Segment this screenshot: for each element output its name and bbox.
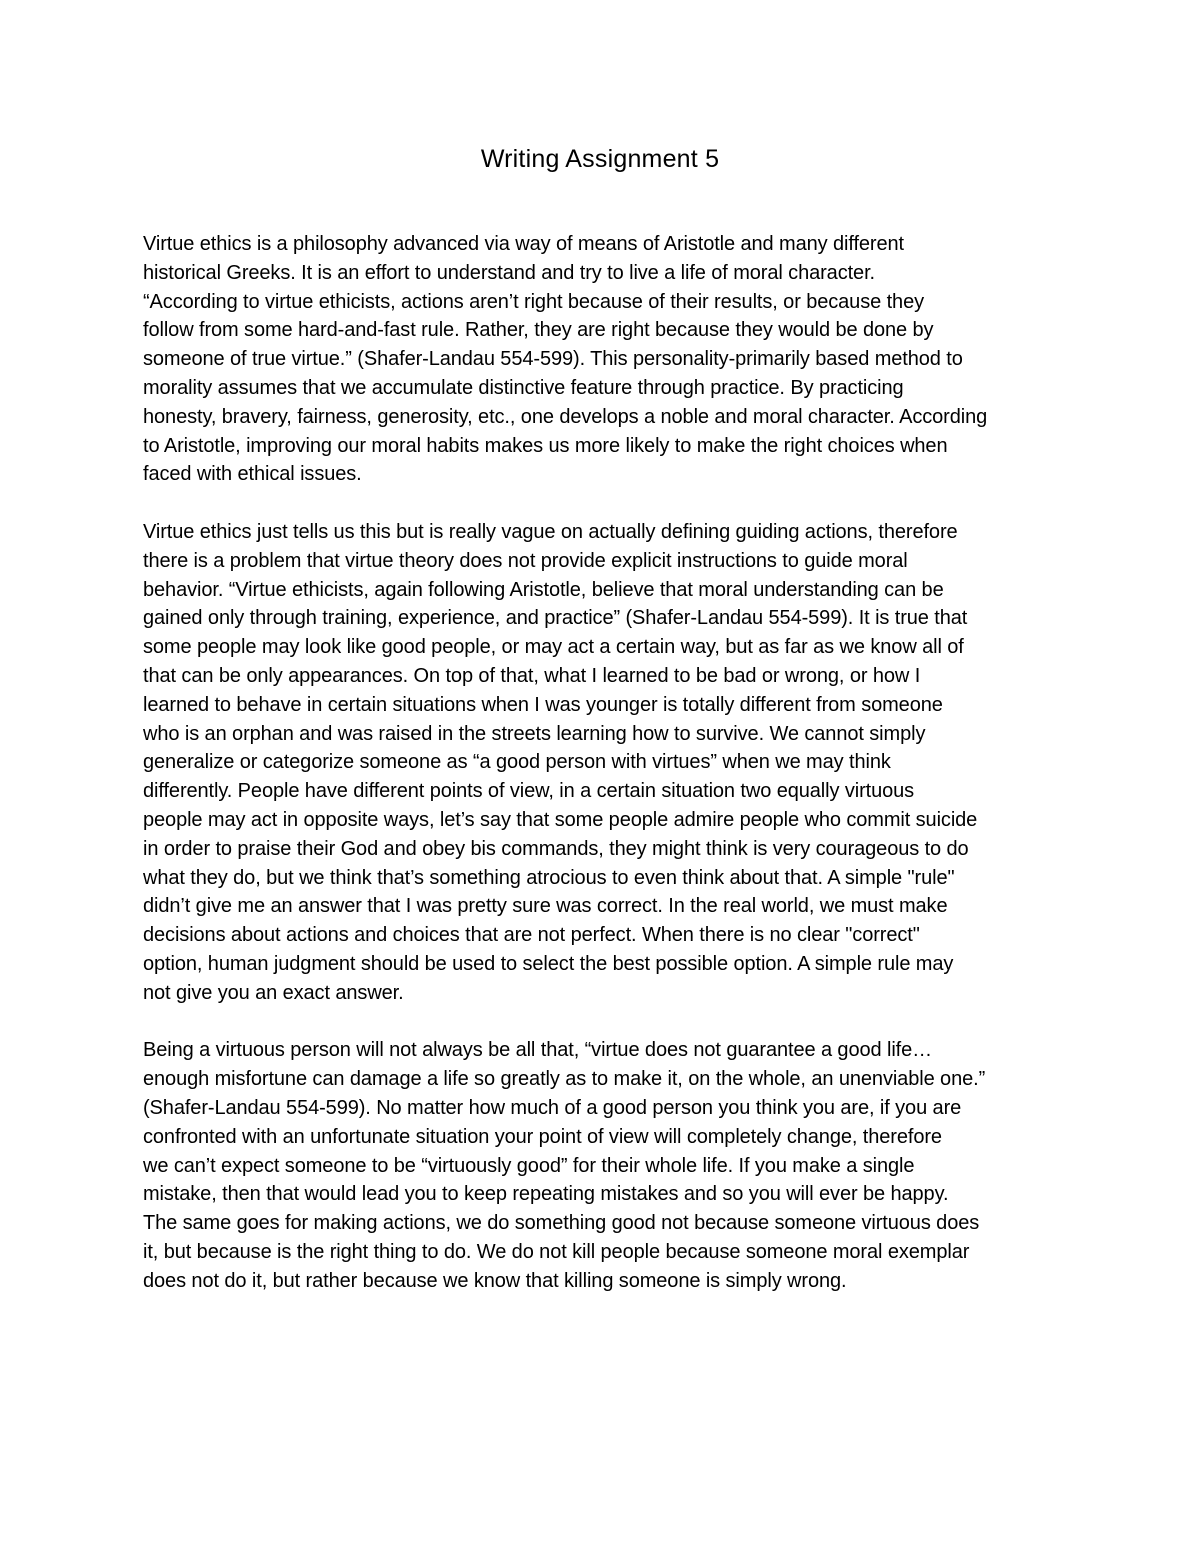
text-line: Virtue ethics is a philosophy advanced via way of means of Aristotle and many different (143, 233, 904, 255)
text-line: The same goes for making actions, we do something good not because someone virtuous does (143, 1212, 980, 1235)
text-line: not give you an exact answer. (143, 981, 404, 1004)
text-line: who is an orphan and was raised in the streets learning how to survive. We cannot simply (143, 722, 926, 745)
text-line: mistake, then that would lead you to keep repeating mistakes and so you will ever be happy. (143, 1183, 949, 1206)
text-line: (Shafer-Landau 554-599). No matter how much of a good person you think you are, if you are (143, 1096, 962, 1119)
text-line: morality assumes that we accumulate distinctive feature through practice. By practicing (143, 376, 904, 399)
text-line: someone of true virtue.” (Shafer-Landau 554-599). This personality-primarily based method to (143, 348, 963, 371)
text-line: “According to virtue ethicists, actions aren’t right because of their results, or because they (143, 290, 924, 313)
text-line: learned to behave in certain situations when I was younger is totally different from someone (143, 693, 943, 716)
text-line: does not do it, but rather because we know that killing someone is simply wrong. (143, 1269, 847, 1292)
text-line: didn’t give me an answer that I was pretty sure was correct. In the real world, we must make (143, 895, 948, 918)
text-line: gained only through training, experience, and practice” (Shafer-Landau 554-599). It is true that (143, 607, 968, 630)
text-line: some people may look like good people, or may act a certain way, but as far as we know all of (143, 636, 964, 659)
text-line: what they do, but we think that’s something atrocious to even think about that. A simple "rule" (143, 866, 955, 889)
text-line: differently. People have different points of view, in a certain situation two equally virtuous (143, 780, 915, 803)
text-line: decisions about actions and choices that are not perfect. When there is no clear "correct" (143, 924, 920, 947)
text-line: historical Greeks. It is an effort to understand and try to live a life of moral character. (143, 261, 875, 284)
text-line: Virtue ethics just tells us this but is really vague on actually defining guiding actions, therefore (143, 520, 958, 543)
text-line: enough misfortune can damage a life so greatly as to make it, on the whole, an unenviable one.” (143, 1068, 986, 1091)
text-line: Being a virtuous person will not always be all that, “virtue does not guarantee a good life… (143, 1039, 933, 1062)
text-line: honesty, bravery, fairness, generosity, etc., one develops a noble and moral character. According (143, 405, 988, 428)
text-line: we can’t expect someone to be “virtuously good” for their whole life. If you make a single (143, 1154, 915, 1177)
text-line: in order to praise their God and obey bis commands, they might think is very courageous to do (143, 837, 969, 860)
document-body (143, 230, 1068, 1324)
paragraph-3 (143, 1036, 1068, 1295)
text-line: that can be only appearances. On top of that, what I learned to be bad or wrong, or how I (143, 664, 921, 687)
text-line: there is a problem that virtue theory does not provide explicit instructions to guide moral (143, 549, 908, 572)
text-line: to Aristotle, improving our moral habits makes us more likely to make the right choices when (143, 434, 948, 457)
text-line: option, human judgment should be used to select the best possible option. A simple rule may (143, 952, 954, 975)
text-line: follow from some hard-and-fast rule. Rather, they are right because they would be done by (143, 319, 934, 342)
text-line: it, but because is the right thing to do. We do not kill people because someone moral exemplar (143, 1240, 970, 1263)
text-line: confronted with an unfortunate situation your point of view will completely change, therefore (143, 1125, 942, 1148)
document-title: Writing Assignment 5 (480, 145, 720, 173)
text-line: generalize or categorize someone as “a good person with virtues” when we may think (143, 751, 891, 774)
text-line: faced with ethical issues. (143, 463, 362, 486)
paragraph-1 (143, 230, 1068, 489)
text-line: behavior. “Virtue ethicists, again following Aristotle, believe that moral understanding can be (143, 578, 944, 601)
text-line: people may act in opposite ways, let’s say that some people admire people who commit suicide (143, 808, 978, 831)
paragraph-2 (143, 518, 1068, 1008)
